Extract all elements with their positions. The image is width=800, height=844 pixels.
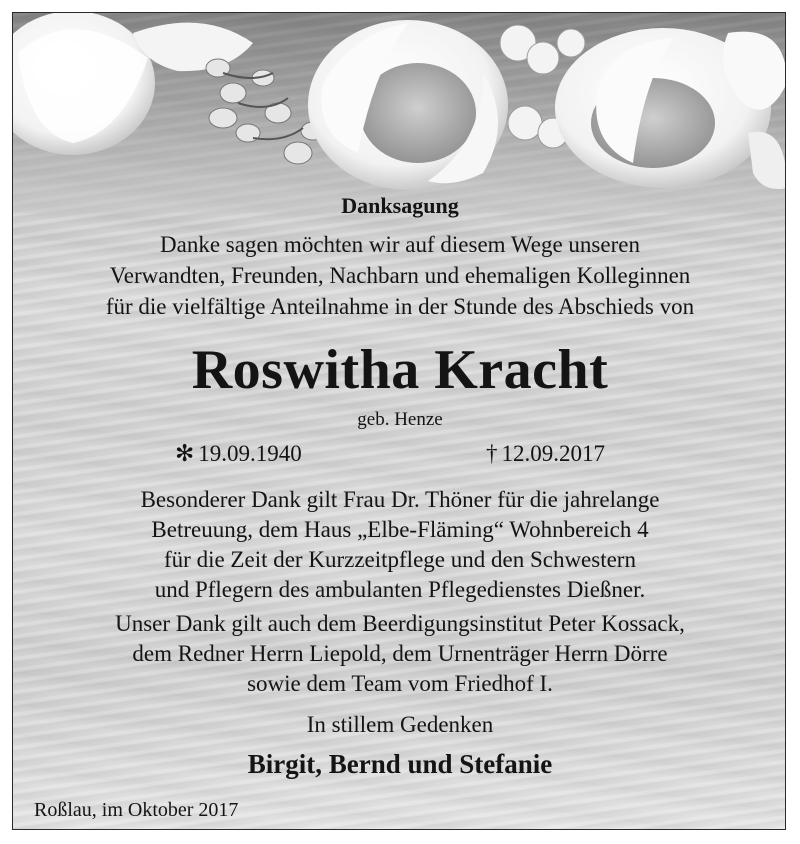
maiden-name: geb. Henze — [357, 409, 443, 430]
birth-date: 19.09.1940 — [198, 441, 302, 466]
signers: Birgit, Bernd und Stefanie — [247, 749, 553, 779]
death-date-line — [486, 441, 605, 467]
heading-danksagung: Danksagung — [341, 193, 459, 218]
thanks-line: dem Redner Herrn Liepold, dem Urnenträger Herrn Dörre — [132, 641, 668, 666]
obituary-card — [12, 12, 786, 830]
tulip-flowers-image — [13, 13, 786, 213]
death-date: 12.09.2017 — [501, 441, 605, 466]
deceased-name: Roswitha Kracht — [191, 339, 609, 401]
intro-text — [13, 229, 786, 322]
thanks-line: Betreuung, dem Haus „Elbe-Fläming“ Wohnbereich 4 — [151, 517, 649, 542]
birth-date-line — [175, 441, 302, 467]
birth-star-icon: ✻ — [175, 441, 195, 466]
intro-line: für die vielfältige Anteilnahme in der Stunde des Abschieds von — [105, 294, 695, 319]
thanks-paragraph-1 — [13, 485, 786, 605]
thanks-line: Besonderer Dank gilt Frau Dr. Thöner für die jahrelange — [140, 487, 660, 512]
in-memory-text: In stillem Gedenken — [306, 712, 494, 737]
intro-line: Verwandten, Freunden, Nachbarn und ehemaligen Kolleginnen — [109, 263, 691, 288]
place-date: Roßlau, im Oktober 2017 — [34, 799, 239, 821]
intro-line: Danke sagen möchten wir auf diesem Wege unseren — [160, 232, 640, 257]
thanks-line: und Pflegern des ambulanten Pflegedienstes Dießner. — [154, 577, 646, 602]
thanks-line: sowie dem Team vom Friedhof I. — [247, 671, 553, 696]
thanks-line: Unser Dank gilt auch dem Beerdigungsinstitut Peter Kossack, — [115, 611, 685, 636]
thanks-paragraph-2 — [13, 609, 786, 699]
death-cross-icon: † — [486, 441, 498, 466]
thanks-line: für die Zeit der Kurzzeitpflege und den Schwestern — [164, 547, 636, 572]
